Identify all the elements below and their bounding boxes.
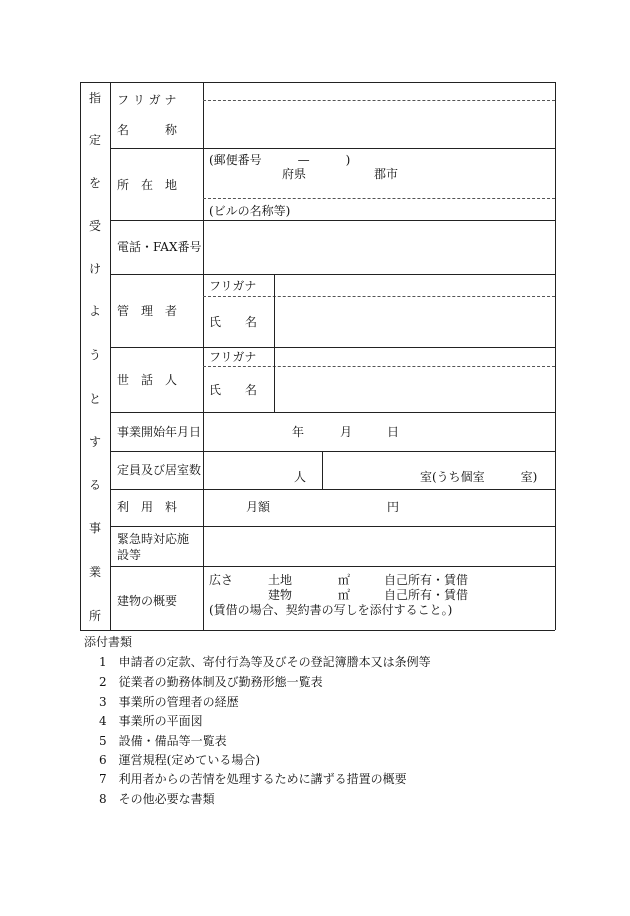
vertical-char: す <box>88 435 101 449</box>
row-divider <box>110 566 555 567</box>
list-item: 6 運営規程(定めている場合) <box>99 753 260 767</box>
row-divider <box>110 451 555 452</box>
year-label: 年 <box>292 425 305 439</box>
label-furigana: フ リ ガ ナ <box>117 93 177 107</box>
bldg-unit: ㎡ <box>338 588 351 602</box>
caretaker-name-label: 氏 名 <box>209 383 258 397</box>
monthly-label: 月額 <box>246 500 271 514</box>
prefecture-label: 府県 <box>282 167 307 181</box>
label-building-summary: 建物の概要 <box>117 594 178 608</box>
capacity-divider <box>322 451 323 489</box>
persons-label: 人 <box>294 470 307 484</box>
caretaker-dashed-line <box>203 366 555 367</box>
building-dashed-line <box>203 198 555 199</box>
vertical-char: う <box>88 348 101 362</box>
label-name: 名 称 <box>117 123 178 137</box>
row-divider <box>110 412 555 413</box>
rooms-label: 室(うち個室 室) <box>420 470 538 484</box>
vertical-char: 事 <box>88 521 101 535</box>
label-capacity: 定員及び居室数 <box>117 463 202 477</box>
vertical-char: よ <box>88 304 101 318</box>
row-divider <box>110 148 555 149</box>
label-phone-fax: 電話・FAX番号 <box>117 240 202 254</box>
label-emergency-1: 緊急時対応施 <box>117 532 190 546</box>
table-bottom-border <box>80 630 555 631</box>
land-ownership: 自己所有・賃借 <box>384 573 469 587</box>
manager-dashed-line <box>203 296 555 297</box>
vertical-char: け <box>88 262 101 276</box>
list-item: 7 利用者からの苦情を処理するために講ずる措置の概要 <box>99 772 407 786</box>
row-divider <box>110 526 555 527</box>
header-col-divider <box>110 82 111 630</box>
attachments-title: 添付書類 <box>84 635 133 649</box>
vertical-char: 指 <box>88 91 101 105</box>
vertical-char: 受 <box>88 219 101 233</box>
label-address: 所 在 地 <box>117 178 178 192</box>
table-right-border <box>555 82 556 630</box>
label-emergency-2: 設等 <box>117 548 142 562</box>
row-divider <box>110 274 555 275</box>
label-col-divider <box>203 82 204 630</box>
day-label: 日 <box>387 425 400 439</box>
building-name-field[interactable]: (ビルの名称等) <box>209 204 291 218</box>
manager-name-label: 氏 名 <box>209 315 258 329</box>
list-item: 2 従業者の勤務体制及び勤務形態一覧表 <box>99 675 323 689</box>
label-caretaker: 世 話 人 <box>117 373 178 387</box>
list-item: 8 その他必要な書類 <box>99 792 215 806</box>
manager-sub-divider <box>274 274 275 347</box>
month-label: 月 <box>340 425 353 439</box>
table-top-border <box>80 82 555 83</box>
bldg-label: 建物 <box>268 588 293 602</box>
row-divider <box>110 489 555 490</box>
caretaker-furigana-label: フリガナ <box>209 350 257 364</box>
list-item: 3 事業所の管理者の経歴 <box>99 695 239 709</box>
land-unit: ㎡ <box>338 573 351 587</box>
caretaker-sub-divider <box>274 347 275 412</box>
vertical-char: 業 <box>88 565 101 579</box>
vertical-char: と <box>88 392 101 406</box>
list-item: 4 事業所の平面図 <box>99 714 203 728</box>
row-divider <box>110 347 555 348</box>
vertical-char: を <box>88 176 101 190</box>
vertical-char: 定 <box>88 133 101 147</box>
list-item: 1 申請者の定款、寄付行為等及びその登記簿謄本又は条例等 <box>99 655 431 669</box>
vertical-char: 所 <box>88 609 101 623</box>
yen-label: 円 <box>387 500 400 514</box>
label-start-date: 事業開始年月日 <box>117 425 202 439</box>
city-label: 郡市 <box>374 167 399 181</box>
furigana-dashed-line <box>203 100 555 101</box>
bldg-ownership: 自己所有・賃借 <box>384 588 469 602</box>
vertical-char: る <box>88 478 101 492</box>
postal-code-field[interactable]: (郵便番号 — ) <box>209 153 351 167</box>
area-label: 広さ <box>209 573 234 587</box>
lease-note: (賃借の場合、契約書の写しを添付すること。) <box>209 603 453 617</box>
label-fee: 利 用 料 <box>117 500 178 514</box>
vertical-header <box>80 82 110 630</box>
list-item: 5 設備・備品等一覧表 <box>99 734 227 748</box>
row-divider <box>110 220 555 221</box>
land-label: 土地 <box>268 573 293 587</box>
manager-furigana-label: フリガナ <box>209 279 257 293</box>
label-manager: 管 理 者 <box>117 304 178 318</box>
